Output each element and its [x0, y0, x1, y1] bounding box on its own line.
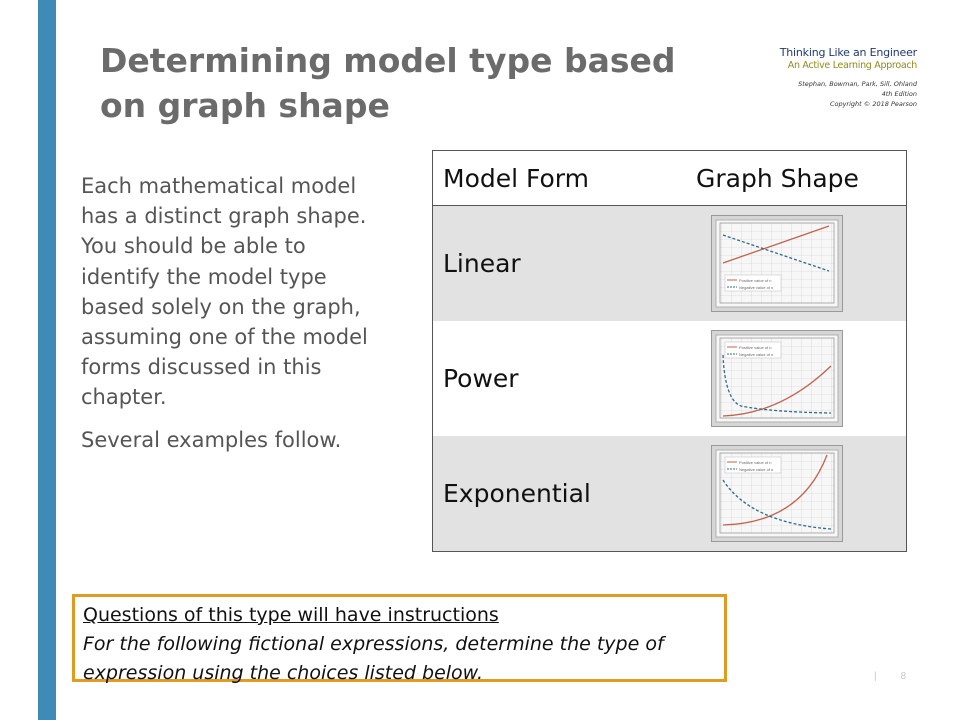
table-row [433, 436, 907, 552]
book-copyright: Copyright © 2018 Pearson [829, 100, 917, 108]
graph-cell [688, 206, 907, 322]
model-name: Exponential [433, 436, 689, 552]
page-number-footer [874, 671, 906, 682]
table-header-graph-shape: Graph Shape [688, 151, 907, 206]
slide-title: Determining model type based on graph shape [100, 41, 676, 125]
legend-positive: Positive value of n [739, 345, 772, 350]
table-row [433, 206, 907, 322]
body-text [81, 171, 381, 455]
book-edition: 4th Edition [881, 90, 917, 98]
instructions-text: For the following fictional expressions, determine the type of expression using the choices listed below. [83, 633, 664, 684]
table-header-model-form: Model Form [433, 151, 689, 206]
graph-cell [688, 321, 907, 436]
legend-negative: Negative value of n [739, 467, 774, 472]
legend-negative: Negative value of n [739, 285, 774, 290]
legend-positive: Positive value of n [739, 460, 772, 465]
body-paragraph: Each mathematical model has a distinct graph shape. You should be able to identify the model type based solely on the graph, assuming one of the model forms discussed in this chapter. [81, 174, 368, 410]
book-title: Thinking Like an Engineer [779, 46, 917, 59]
book-subtitle: An Active Learning Approach [787, 60, 917, 71]
instructions-box [72, 594, 727, 682]
table-row [433, 321, 907, 436]
power-graph-thumbnail [711, 330, 843, 427]
linear-graph-thumbnail [711, 215, 843, 312]
page-number: 8 [900, 671, 907, 682]
model-name: Linear [433, 206, 689, 322]
instructions-heading: Questions of this type will have instructions [83, 604, 499, 626]
model-form-table [432, 150, 907, 552]
book-reference [780, 46, 917, 109]
book-authors: Stephan, Bowman, Park, Sill, Ohland [798, 80, 917, 88]
legend-positive: Positive value of n [739, 278, 772, 283]
graph-cell [688, 436, 907, 552]
accent-sidebar-bar [38, 0, 56, 720]
exponential-graph-thumbnail [711, 445, 843, 542]
footer-separator: | [874, 671, 877, 682]
body-paragraph: Several examples follow. [81, 427, 342, 452]
legend-negative: Negative value of n [739, 352, 774, 357]
model-name: Power [433, 321, 689, 436]
